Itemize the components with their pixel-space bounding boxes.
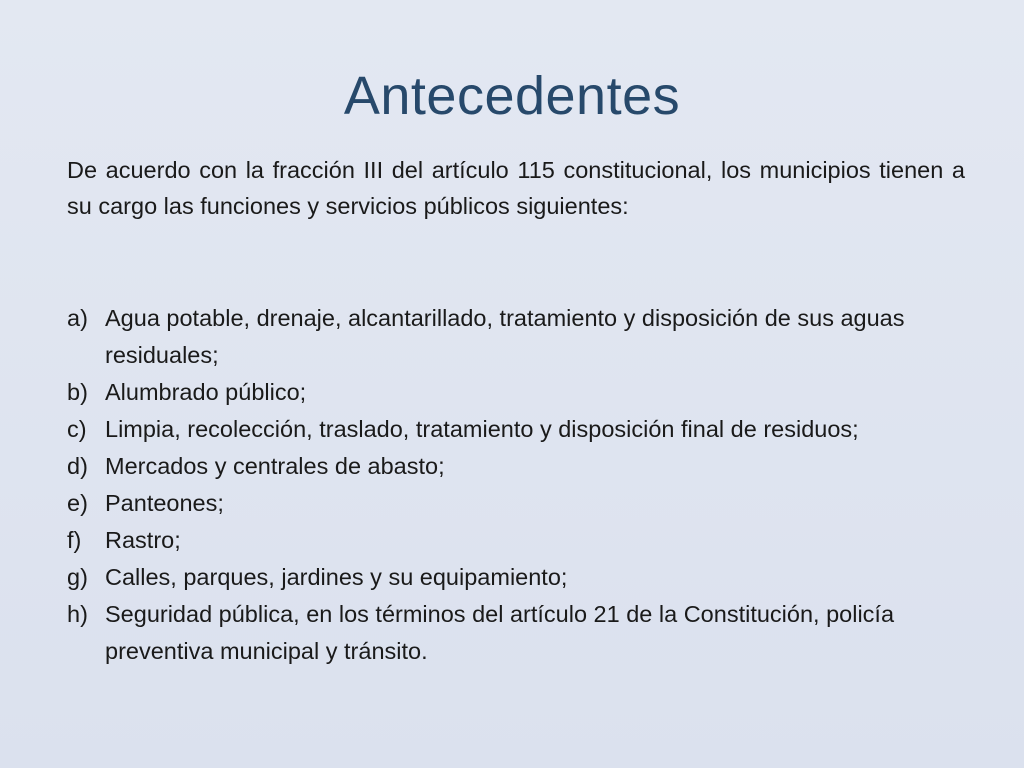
list-marker: d) (67, 453, 88, 479)
list-marker: g) (67, 564, 88, 590)
list-item-text: Seguridad pública, en los términos del artículo 21 de la Constitución, policía preventiva municipal y tránsito. (105, 601, 895, 664)
list-marker: c) (67, 416, 87, 442)
list-item-text: Panteones; (105, 490, 224, 516)
list-marker: e) (67, 490, 88, 516)
list-marker: h) (67, 601, 88, 627)
list-item-text: Alumbrado público; (105, 379, 307, 405)
list-item-text: Rastro; (105, 527, 181, 553)
slide-title: Antecedentes (343, 66, 681, 126)
list-item-text: Limpia, recolección, traslado, tratamiento y disposición final de residuos; (105, 416, 859, 442)
list-item-g (67, 559, 965, 596)
list-item-text: Calles, parques, jardines y su equipamiento; (105, 564, 568, 590)
list-item-h (67, 596, 965, 670)
list-marker: f) (67, 527, 82, 553)
intro-paragraph: De acuerdo con la fracción III del artículo 115 constitucional, los municipios tienen a su cargo las funciones y servicios públicos siguientes: (67, 157, 965, 219)
list-item-text: Mercados y centrales de abasto; (105, 453, 445, 479)
list-item-c (67, 411, 965, 448)
list-item-f (67, 522, 965, 559)
list-item-text: Agua potable, drenaje, alcantarillado, tratamiento y disposición de sus aguas residuales; (105, 305, 905, 368)
list-marker: a) (67, 305, 88, 331)
list-item-e (67, 485, 965, 522)
list-marker: b) (67, 379, 88, 405)
list-item-d (67, 448, 965, 485)
list-item-a (67, 300, 965, 374)
list-item-b (67, 374, 965, 411)
services-list (67, 300, 965, 670)
